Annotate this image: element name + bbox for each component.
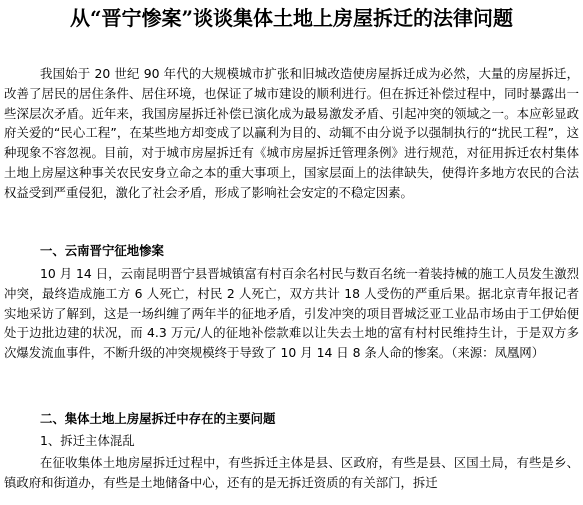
document-title: 从“晋宁惨案”谈谈集体土地上房屋拆迁的法律问题 bbox=[69, 6, 513, 30]
section1-paragraph: 10 月 14 日，云南昆明晋宁县晋城镇富有村百余名村民与数百名统一着装持械的施工人员发生激烈冲突，最终造成施工方 6 人死亡，村民 2 人死亡，双方共计 18 人受伤的严重后果。据北京青年报记者实地采访了解到，这是一场纠缠了两年半的征地矛盾，引发冲突的项目晋城泛亚工业品市场由于工伊始便处于边批边建的状况，而 4.3 万元/人的征地补偿款难以让失去土地的富有村村民维持生计，于是双方多次爆发流血事件，不断升级的冲突规模终于导致了 10 月 14 日 8 条人命的惨案。（来源：凤凰网） bbox=[4, 266, 579, 361]
section2-heading: 二、集体土地上房屋拆迁中存在的主要问题 bbox=[40, 411, 276, 426]
section2-paragraph: 在征收集体土地房屋拆迁过程中，有些拆迁主体是县、区政府，有些是县、区国土局，有些是乡、镇政府和街道办，有些是土地储备中心，还有的是无拆迁资质的有关部门，拆迁 bbox=[4, 455, 579, 490]
section1-heading: 一、云南晋宁征地惨案 bbox=[40, 243, 164, 258]
intro-paragraph: 我国始于 20 世纪 90 年代的大规模城市扩张和旧城改造使房屋拆迁成为必然，大量的房屋拆迁，改善了居民的居住条件、居住环境，也保证了城市建设的顺利进行。但在拆迁补偿过程中，同时暴露出一些深层次矛盾。近年来，我国房屋拆迁补偿已演化成为最易激发矛盾、引起冲突的领域之一。本应彰显政府关爱的“民心工程”，在某些地方却变成了以赢利为目的、动辄不由分说予以强制执行的“扰民工程”，这种现象不容忽视。目前，对于城市房屋拆迁有《城市房屋拆迁管理条例》进行规范，对征用拆迁农村集体土地上房屋这种事关农民安身立命之本的重大事项上，国家层面上的法律缺失，使得许多地方农民的合法权益受到严重侵犯，激化了社会矛盾，形成了影响社会安定的不稳定因素。 bbox=[4, 66, 579, 200]
section2-subheading: 1、拆迁主体混乱 bbox=[40, 433, 135, 448]
